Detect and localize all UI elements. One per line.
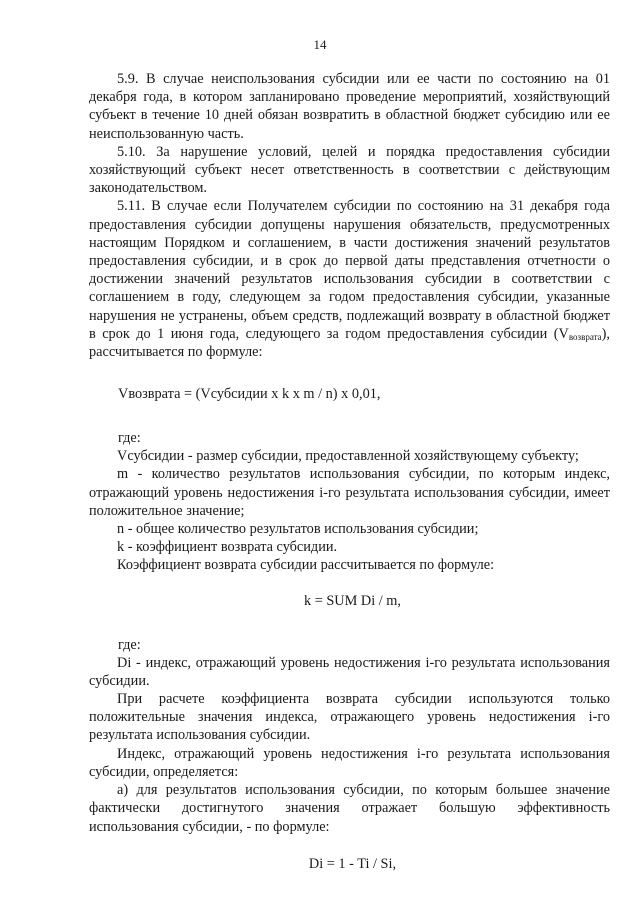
page-number: 14 — [313, 37, 327, 52]
v-return-subscript: возврата — [568, 331, 602, 342]
definition-k: k - коэффициент возврата субсидии. — [117, 539, 338, 556]
definition-n: n - общее количество результатов использования субсидии; — [117, 521, 479, 538]
definition-m: m - количество результатов использования субсидии, по которым индекс, отражающий уровень недостижения i-го результата использования субсидии, имеет положительное значение; — [89, 466, 610, 519]
paragraph-5-9: 5.9. В случае неиспользования субсидии или ее части по состоянию на 01 декабря года, в котором запланировано проведение мероприятий, хозяйствующий субъект в течение 10 дней обязан возвратить в областной бюджет субсидию или ее неиспользованную часть. — [89, 71, 610, 142]
definition-v-subsidy: Vсубсидии - размер субсидии, предоставленной хозяйствующему субъекту; — [117, 448, 579, 465]
paragraph-index-intro: Индекс, отражающий уровень недостижения i-го результата использования субсидии, определяется: — [89, 745, 610, 780]
paragraph-5-10: 5.10. За нарушение условий, целей и порядка предоставления субсидии хозяйствующий субъект несет ответственность в соответствии с действующим законодательством. — [89, 143, 610, 197]
formula-di: Di = 1 - Ti / Si, — [308, 855, 397, 872]
coefficient-intro: Коэффициент возврата субсидии рассчитывается по формуле: — [117, 557, 495, 574]
paragraph-5-11-main: 5.11. В случае если Получателем субсидии по состоянию на 31 декабря года предоставления субсидии допущены нарушения обязательств, предусмотренных настоящим Порядком и соглашением, в части достижения значений результатов предоставления субсидии, и в срок до первой даты представления отчетности о достижении значений результатов использования субсидии в соответствии с соглашением в году, следующем за годом предоставления субсидии, указанные нарушения не устранены, объем средств, подлежащий возврату в областной бюджет в срок до 1 июня года, следующего за годом предоставления субсидии (V — [89, 198, 610, 342]
paragraph-5-11 — [89, 197, 610, 361]
paragraph-a: а) для результатов использования субсидии, по которым большее значение фактически достигнутого значения отражает большую эффективность использования субсидии, - по формуле: — [89, 782, 610, 835]
formula-k: k = SUM Di / m, — [303, 592, 402, 609]
definition-di: Di - индекс, отражающий уровень недостижения i-го результата использования субсидии. — [89, 654, 610, 689]
paragraph-positive-values: При расчете коэффициента возврата субсидии используются только положительные значения индекса, отражающего уровень недостижения i-го результата использования субсидии. — [89, 691, 610, 744]
paragraph-5-11-tail: ), рассчитывается по формуле: — [89, 325, 610, 361]
where-label-2: где: — [118, 636, 141, 653]
document-body — [89, 70, 610, 873]
formula-return-volume: Vвозврата = (Vсубсидии x k x m / n) x 0,01, — [118, 386, 381, 403]
where-label-1: где: — [118, 430, 141, 447]
